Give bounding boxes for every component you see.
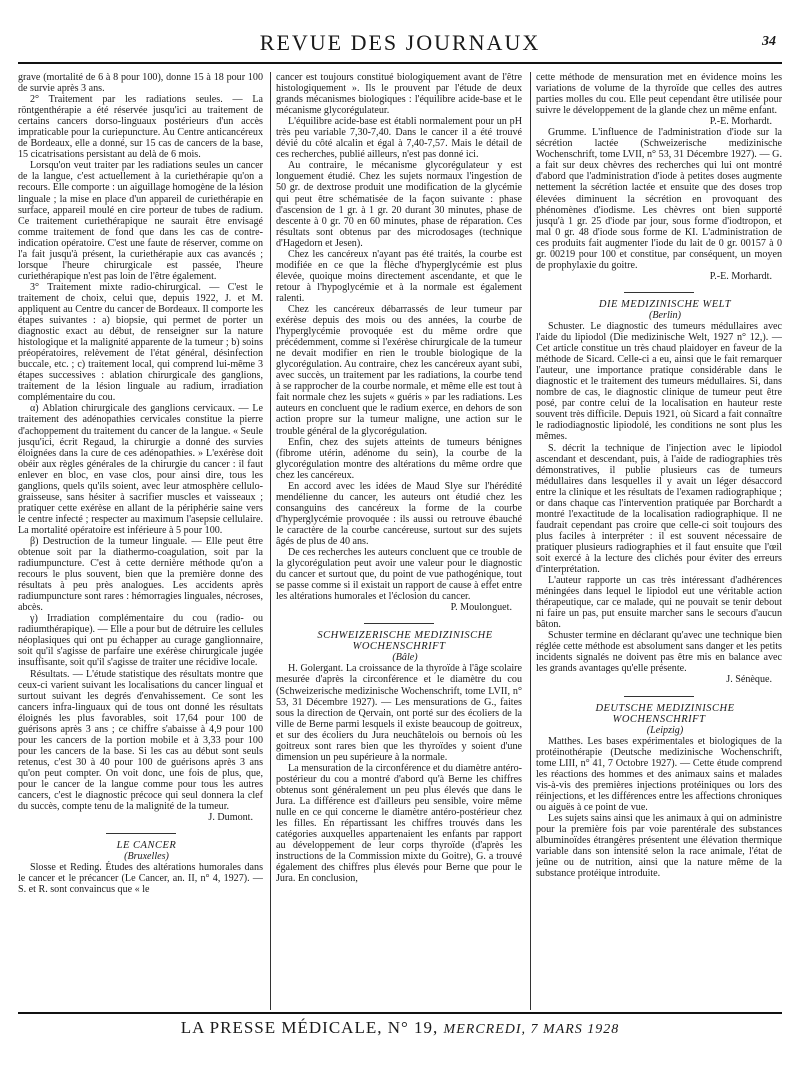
section-city: (Berlin)	[649, 309, 681, 321]
section-separator	[106, 833, 176, 834]
paragraph: L'auteur rapporte un cas très intéressant d'adhérences méningées dans lequel le lipiodol eut une véritable action thérapeutique, car ce malade, qui ne pouvait se tenir debout ni faire un pas, put ensuite marcher sans le secours d'aucun bâton.	[536, 575, 782, 631]
paragraph: Chez les cancéreux n'ayant pas été traités, la courbe est modifiée en ce que la flèche d'hyperglycémie est plus élevée, quoique moins directement ascendante, et que le retour à l'hypoglycémie et à la normale est également ralenti.	[276, 248, 522, 304]
paragraph: cette méthode de mensuration met en évidence moins les variations de volume de la thyroïde que celles des autres parties molles du cou. Elle peut cependant être utilisée pour suivre le développement de la glande chez un même enfant.	[536, 72, 782, 117]
paragraph: Matthes. Les bases expérimentales et biologiques de la protéinothérapie (Deutsche medizinische Wochenschrift, tome LIII, n° 41, 7 Octobre 1927). — Cette étude comprend les réactions des hommes et des animaux sains et malades vis-à-vis des premières injections protéiniques ou lors des réinjections, et les différences entre les affections chroniques ou aiguës à ce point de vue.	[536, 735, 782, 813]
paragraph: La mensuration de la circonférence et du diamètre antéro-postérieur du cou a montré d'abord qu'à Berne les chiffres obtenus sont généralement un peu plus élevés que dans le Jura. La différence est d'ailleurs peu sensible, voire même nulle en ce qui concerne le diamètre antéro-postérieur chez les filles. En répartissant les chiffres trouvés dans les catégories auxquelles appartenaient les enfants par rapport au développement de leur corps thyroïde (d'après les instructions de la Commission mixte du Goitre), G. a trouvé également des chiffres plus élevés pour Berne que pour le Jura. En conclusion,	[276, 762, 522, 885]
footer-date: MERCREDI, 7 MARS 1928	[443, 1022, 620, 1037]
paragraph: 2° Traitement par les radiations seules. — La röntgenthérapie a été réservée jusqu'ici au traitement de certains cancers dorso-linguaux postérieurs d'un accès impraticable pour la curiepuncture. Au Centre anticancéreux de Bordeaux, elle a donné, sur 15 cas de cancers de la base, 15 cicatrisations persistant au delà de 6 mois.	[18, 94, 263, 161]
paragraph: Résultats. — L'étude statistique des résultats montre que ceux-ci varient suivant les localisations du cancer lingual et surtout suivant les degrés d'envahissement. Ce sont les cancers infra-linguaux qui de tous ont donné les résultats éloignés les plus favorables, soit 17,64 pour 100 de guérisons après 3 ans ; ce chiffre s'abaisse à 4,9 pour 100 pour les cancers de la portion mobile et à 3,33 pour 100 pour les cancers de la base. Si les cas au début sont seuls retenus, c'est 30 à 40 pour 100 de guérisons après 3 ans qu'on peut compter. On voit donc, une fois de plus, que, pour le cancer de la langue comme pour tous les autres cancers, c'est le diagnostic précoce qui seul donnera la clef du succès, compte tenu de la malignité de la tumeur.	[18, 668, 263, 813]
paragraph: S. décrit la technique de l'injection avec le lipiodol ascendant et descendant, puis, à l'aide de radiographies très démonstratives, il publie plusieurs cas de tumeurs médullaires dans lesquelles il y avait un léger désaccord entre la clinique et les résultats de l'examen radiographique ; or dans chaque cas l'intervention pratiquée par Borchardt a montré l'exactitude de la localisation radiographique. Il ne faudrait cependant pas croire que celle-ci soit toujours des plus faciles à interpréter : il est souvent nécessaire de pratiquer plusieurs radiographies et il faut ensuite que l'œil soit exercé à la lecture des clichés pour éviter des erreurs d'interprétation.	[536, 442, 782, 576]
paragraph: γ) Irradiation complémentaire du cou (radio- ou radiumthérapique). — Elle a pour but de détruire les cellules néoplasiques qui ont pu échapper au curage ganglionnaire, soit qu'il s'agisse de parfaire une exérèse chirurgicale jugée insuffisante, soit qu'il s'agisse de traiter une récidive locale.	[18, 613, 263, 669]
footer-journal: LA PRESSE MÉDICALE, N° 19,	[180, 1018, 439, 1037]
paragraph: Au contraire, le mécanisme glycorégulateur y est longuement étudié. Chez les sujets normaux l'ingestion de 50 gr. de dextrose produit une modification de la glycémie qui peut être schématisée de la façon suivante : phase d'ascension de 1 gr. à 1 gr. 20 durant 30 minutes, phase de descente à 0 gr. 70 en 60 minutes, phase de réparation. Ces résultats sont obtenus par des microdosages (technique d'Hagedorn et Jesen).	[276, 160, 522, 249]
article-columns	[18, 72, 782, 1010]
journal-section-title: REVUE DES JOURNAUX	[259, 30, 541, 55]
paragraph: Lorsqu'on veut traiter par les radiations seules un cancer de la langue, c'est actuellement à la curiethérapie qu'on a recours. Elle comporte : un aiguillage homogène de la lésion linguale ; la mise en place d'un appareil de curiethérapie en surface, appareil moulé en cire porteur de tubes de radium. Ce traitement curiethérapique ne saurait être envisagé comme traitement de fond que dans les cas de contre-indication opératoire. C'est une faute de réserver, comme on l'a fait jusqu'à présent, la curiethérapie aux cas avancés ; lorsque l'heure chirurgicale est passée, l'heure curiethérapique n'est pas loin de l'être également.	[18, 160, 263, 282]
paragraph: 3° Traitement mixte radio-chirurgical. — C'est le traitement de choix, celui que, depuis 1922, J. et M. appliquent au Centre du cancer de Bordeaux. Il comporte les étapes suivantes : a) biopsie, qui permet de porter un diagnostic exact au début, de renseigner sur la nature histologique et la malignité apparente de la tumeur ; b) soins préopératoires, relèvement de l'état général, désinfection buccale, etc. ; c) traitement local, qui comprend lui-même 3 étapes successives : ablation chirurgicale des ganglions, traitement de la lésion linguale au radium, irradiation complémentaire du cou.	[18, 281, 263, 404]
section-title: SCHWEIZERISCHE MEDIZINISCHE WOCHENSCHRIFT	[317, 630, 493, 653]
author-signature: J. Dumont.	[208, 812, 253, 824]
footer-line	[18, 1018, 782, 1038]
section-title: DIE MEDIZINISCHE WELT	[598, 298, 732, 310]
section-city: (Leipzig)	[646, 724, 684, 736]
paragraph: grave (mortalité de 6 à 8 pour 100), donne 15 à 18 pour 100 de survie après 3 ans.	[18, 72, 263, 95]
paragraph: β) Destruction de la tumeur linguale. — Elle peut être obtenue soit par la diathermo-coagulation, soit par la radiumpuncture. C'est à cette dernière méthode qu'on a recours le plus souvent, bien que la première donne des résultats à peu près analogues. Les accidents après radiumpuncture sont rares : hémorragies linguales, nécroses, abcès.	[18, 535, 263, 614]
section-title: LE CANCER	[116, 840, 177, 852]
paragraph: Les sujets sains ainsi que les animaux à qui on administre pour la première fois par voie parentérale des substances albuminoïdes étrangères présentent une élévation thermique variable dans son intensité selon la race animale, l'état de jeûne ou de nutrition, ainsi que la nature même de la substance protéique introduite.	[536, 813, 782, 880]
author-signature: P. Moulonguet.	[450, 602, 512, 614]
page-footer	[18, 1012, 782, 1044]
section-separator	[624, 292, 694, 293]
column-2	[276, 72, 522, 1010]
paragraph: Grumme. L'influence de l'administration d'iode sur la sécrétion lactée (Schweizerische medizinische Wochenschrift, tome LVII, n° 53, 31 Décembre 1927). — G. a fait sur deux chèvres des recherches qui lui ont montré d'abord que l'administration d'iode à petites doses augmente nettement la sécrétion lactée et ensuite que des doses trop élevées diminuent la sécrétion en provoquant des phénomènes d'iodisme. Les chèvres ont bien supporté jusqu'à 1 gr. 25 d'iode par jour, sous forme d'iodtropon, et mal 0 gr. 48 d'iode sous forme de KI. L'administration de ces produits fait augmenter l'iode du lait de 0 gr. 00157 à 0 gr. 00219 pour 100 et constitue, par conséquent, un moyen de prophylaxie du goitre.	[536, 127, 782, 271]
paragraph: Schuster termine en déclarant qu'avec une technique bien réglée cette méthode est absolument sans danger et les petits incidents signalés ne doivent pas être mis en balance avec les grands avantages qu'elle présente.	[536, 630, 782, 675]
section-city: (Bruxelles)	[124, 851, 169, 863]
section-separator	[624, 696, 694, 697]
paragraph: De ces recherches les auteurs concluent que ce trouble de la glycorégulation peut avoir une valeur pour le diagnostic du cancer et surtout que, du point de vue pathogénique, tout se passe comme si il existait un rapport de cause à effet entre les altérations humorales et l'éclosion du cancer.	[276, 547, 522, 603]
section-title: DEUTSCHE MEDIZINISCHE WOCHENSCHRIFT	[595, 702, 735, 725]
paragraph: Chez les cancéreux débarrassés de leur tumeur par exérèse depuis des mois ou des années, la courbe de l'hyperglycémie provoquée est du même ordre que précédemment, comme si l'exérèse chirurgicale de la tumeur ne devait modifier en rien le trouble biologique de la glycorégulation. Au contraire, chez les cancéreux ayant subi, avec succès, un traitement par les radiations, la courbe tend à se rapprocher de la courbe normale, et même elle est tout à fait normale chez les sujets « guéris » par les radiations. Les auteurs en concluent que le radium exerce, en dehors de son action propre sur la tumeur maligne, une action sur le trouble général de la glycorégulation.	[276, 303, 522, 437]
paragraph: Schuster. Le diagnostic des tumeurs médullaires avec l'aide du lipiodol (Die medizinische Welt, 1927 n° 12,). — Cet article constitue un très chaud plaidoyer en faveur de la méthode de Sicard. Celle-ci a eu, ainsi que le fait remarquer l'auteur, une importance pratique considérable dans le diagnostic et le traitement des tumeurs médullaires. Si, dans nombre de cas, le diagnostic clinique de tumeur peut être posé, par contre celui de la localisation en hauteur reste souvent très difficile. Depuis 1921, où Sicard a fait connaître le radiodiagnostic lipiodolé, les conditions ne sont plus les mêmes.	[536, 320, 782, 443]
author-signature: P.-E. Morhardt.	[709, 116, 772, 128]
paragraph: cancer est toujours constitué biologiquement avant de l'être histologiquement ». Ils le prouvent par l'étude de deux grands mécanismes biologiques : l'équilibre acide-base et le mécanisme glycorégulateur.	[276, 72, 522, 117]
paragraph: Enfin, chez des sujets atteints de tumeurs bénignes (fibrome utérin, adénome du sein), la courbe de la glycorégulation montre des altérations du même ordre que chez les cancéreux.	[276, 436, 522, 481]
paragraph: Slosse et Reding. Études des altérations humorales dans le cancer et le précancer (Le Cancer, an. II, n° 4, 1927). — S. et R. sont convaincus que « le	[18, 862, 263, 896]
section-city: (Bâle)	[392, 652, 418, 664]
paragraph: α) Ablation chirurgicale des ganglions cervicaux. — Le traitement des adénopathies cervicales constitue la pierre d'achoppement du traitement du cancer de la langue. « Seule jusqu'ici, écrit Regaud, la chirurgie a donné des survies éloignées dans la cure de ces adénopathies. » L'exérèse doit obéir aux règles générales de la chirurgie du cancer : il faut enlever en bloc, en vase clos, pour ainsi dire, tous les ganglions, quels qu'ils soient, avec leur atmosphère cellulo-graisseuse, sans hésiter à sacrifier muscles et vaisseaux ; pratiquer cette exérèse en allant de la périphérie saine vers le centre infecté ; respecter au maximum l'asepsie cellulaire. La mortalité opératoire est inférieure à 5 pour 100.	[18, 403, 263, 536]
column-3	[536, 72, 782, 1010]
column-1	[18, 72, 263, 1010]
author-signature: J. Sénèque.	[726, 674, 772, 686]
page-header	[18, 28, 782, 64]
paragraph: L'équilibre acide-base est établi normalement pour un pH très peu variable 7,30-7,40. Dans le cancer il a été trouvé dévié du côté alcalin et égal à 7,40-7,57. Mais le détail de ces recherches, publié ailleurs, n'est pas donné ici.	[276, 116, 522, 161]
author-signature: P.-E. Morhardt.	[709, 270, 772, 282]
paragraph: H. Golergant. La croissance de la thyroïde à l'âge scolaire mesurée d'après la circonférence et le diamètre du cou (Schweizerische medizinische Wochenschrift, tome LVII, n° 53, 31 Décembre 1927). — Les mensurations de G., faites sous la direction de Qervain, ont porté sur des écoliers de la ville de Berne parmi lesquels il existe beaucoup de goitreux, et sur des écoliers du Jura neuchâtelois ou bernois où les goitreux sont rares bien que les thyroïdes y soient d'une dimension un peu supérieure à la normale.	[276, 663, 522, 763]
paragraph: En accord avec les idées de Maud Slye sur l'hérédité mendélienne du cancer, les auteurs ont étudié chez les consanguins des cancéreux la forme de la courbe d'hyperglycémie provoquée : ils aussi ou retrouve ébauché le caractère de la courbe cancéreuse, surtout sur des sujets âgés de plus de 40 ans.	[276, 480, 522, 547]
page-number: 34	[762, 34, 776, 49]
section-separator	[364, 623, 434, 624]
